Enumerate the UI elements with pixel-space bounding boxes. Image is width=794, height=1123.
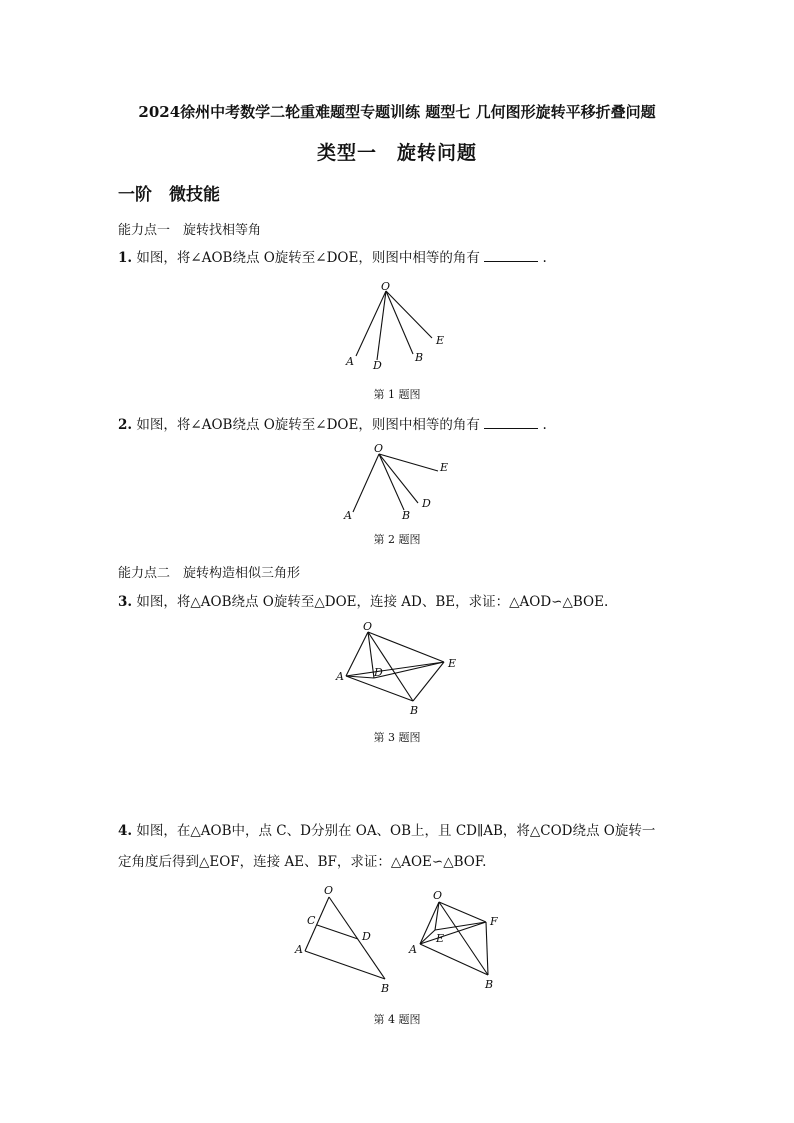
question-4-line-1 — [118, 822, 655, 840]
segment-OA — [346, 632, 368, 676]
segment-OD — [379, 454, 418, 503]
label-B: B — [410, 704, 419, 717]
segment-BE — [413, 662, 444, 701]
label-E: E — [436, 932, 445, 945]
segment-OE — [368, 632, 444, 662]
caption-4: 第 4 题图 — [373, 1013, 421, 1026]
segment-OD — [377, 291, 386, 360]
segment-OD — [368, 632, 374, 678]
segment-EF — [435, 922, 486, 930]
segment-DE — [374, 662, 444, 678]
segment-OA — [356, 291, 386, 356]
label-D: D — [374, 666, 383, 679]
label-O: O — [374, 442, 384, 455]
label-F: F — [490, 915, 498, 928]
question-3-text: 如图，将△AOB绕点 O旋转至△DOE，连接 AD、BE，求证：△AOD∽△BOE. — [136, 594, 609, 610]
label-B: B — [402, 509, 411, 522]
caption-1: 第 1 题图 — [373, 388, 421, 401]
label-E: E — [440, 461, 449, 474]
label-A: A — [409, 943, 417, 956]
question-1: 1. 如图，将∠AOB绕点 O旋转至∠DOE，则图中相等的角有 . — [118, 250, 547, 266]
segment-OE — [386, 291, 432, 338]
segment-OB — [329, 897, 385, 979]
segment-OE — [435, 902, 439, 930]
type-heading: 类型一 旋转问题 — [316, 142, 477, 164]
question-2-number: 2. — [118, 417, 133, 433]
label-A: A — [295, 943, 303, 956]
label-O: O — [381, 280, 391, 293]
label-O: O — [363, 620, 373, 633]
segment-AB — [420, 944, 488, 975]
figure-1-lines — [356, 291, 432, 360]
segment-CD — [317, 925, 358, 939]
question-3 — [118, 593, 608, 611]
segment-OB — [386, 291, 413, 354]
segment-AE — [420, 930, 435, 944]
segment-OB — [439, 902, 488, 975]
label-B: B — [381, 982, 390, 995]
question-2: 2. 如图，将∠AOB绕点 O旋转至∠DOE，则图中相等的角有 . — [118, 417, 547, 433]
segment-OA — [305, 897, 329, 951]
segment-OA — [420, 902, 439, 944]
segment-OA — [353, 454, 379, 512]
label-D: D — [373, 359, 382, 372]
question-1-number: 1. — [118, 250, 133, 266]
label-B: B — [415, 351, 424, 364]
page-title: 2024徐州中考数学二轮重难题型专题训练 题型七 几何图形旋转平移折叠问题 — [138, 103, 656, 121]
segment-BF — [486, 922, 488, 975]
segment-AB — [346, 676, 413, 701]
segment-OB — [368, 632, 413, 701]
caption-3: 第 3 题图 — [373, 731, 421, 744]
label-A: A — [346, 355, 354, 368]
ability-point-2: 能力点二 旋转构造相似三角形 — [118, 566, 301, 581]
segment-OE — [379, 454, 438, 471]
question-4-number: 4. — [118, 823, 133, 839]
segment-OF — [439, 902, 486, 922]
answer-blank-2[interactable] — [484, 416, 538, 429]
question-3-number: 3. — [118, 594, 133, 610]
question-4-line-2: 定角度后得到△EOF，连接 AE、BF，求证：△AOE∽△BOF. — [118, 854, 487, 870]
label-C: C — [307, 914, 316, 927]
segment-AE — [346, 662, 444, 676]
label-A: A — [344, 509, 352, 522]
label-A: A — [336, 670, 344, 683]
label-B: B — [485, 978, 494, 991]
label-E: E — [436, 334, 445, 347]
figure-2-lines — [353, 454, 438, 512]
label-D: D — [422, 497, 431, 510]
caption-2: 第 2 题图 — [373, 533, 421, 546]
question-1-text: 如图，将∠AOB绕点 O旋转至∠DOE，则图中相等的角有 — [136, 250, 480, 266]
label-O: O — [324, 884, 334, 897]
segment-AF — [420, 922, 486, 944]
question-2-text: 如图，将∠AOB绕点 O旋转至∠DOE，则图中相等的角有 — [136, 417, 480, 433]
question-4-text-1: 如图，在△AOB中，点 C、D分别在 OA、OB上，且 CD∥AB，将△COD绕点 O旋转一 — [136, 823, 656, 839]
figure-4-right-lines — [420, 902, 488, 975]
figure-3-lines — [346, 632, 444, 701]
label-O: O — [433, 889, 443, 902]
label-D: D — [362, 930, 371, 943]
segment-AD — [346, 676, 374, 678]
answer-blank-1[interactable] — [484, 249, 538, 262]
section-heading: 一阶 微技能 — [118, 185, 220, 205]
segment-OB — [379, 454, 404, 510]
segment-AB — [305, 951, 385, 979]
label-E: E — [448, 657, 457, 670]
ability-point-1: 能力点一 旋转找相等角 — [118, 223, 262, 238]
figure-4-left-lines — [305, 897, 385, 979]
